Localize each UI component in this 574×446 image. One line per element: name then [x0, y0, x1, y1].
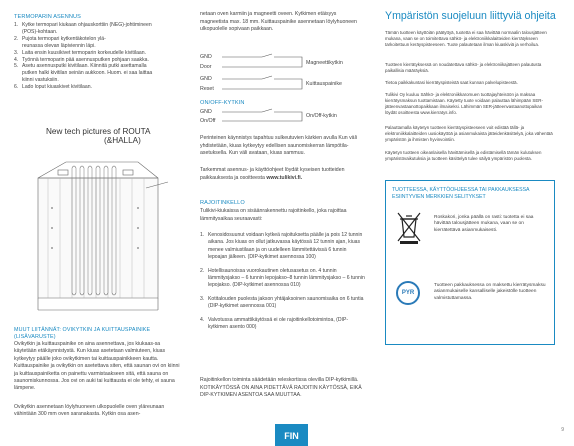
step-item: [14, 22, 180, 29]
onoff-diagram: [200, 108, 365, 128]
pyr-icon: [396, 281, 420, 305]
step-text: kiinni vastuksiin.: [22, 77, 59, 84]
section2-text: Ovikytkin ja kuittauspainike on aina asennettava, jos kiukaas-sa käytetään etäkäynnistystä. Kun kiuas asetetaan valmiuteen, kiuas kytkeytyy päälle joko ovikytkimen tai kuittauspainikkeen kautta. Kuittauspainike ja ovikytkin on asetettava siten, että saunan ovi on kiinni ja kuittauspainiketta on painettu varmistaakseen sitä, että sauna on saunomiskunnossa. Jos ovi on auki tai kuittausta ei ole tehty, ei sauna lämpene.: [14, 341, 180, 392]
symbols-box-heading: [392, 187, 530, 200]
section2-heading-line2: (LISÄVARUSTE): [14, 333, 56, 340]
step-item: [14, 43, 180, 50]
env-paragraph-1: Tämän tuotteen käyttöiän päätyttyä, tuotetta ei saa hävittää normaalin talousjätteen mukana, vaan se on toimitettava sähkö- ja elektroniikkalaitteiden kierrätykseen tarkoitettuun keräyspisteeseen. Tuote palautetaan ilman kiuaskiviä ja verhoilua.: [385, 30, 547, 47]
rajoitin-heading: RAJOITINKELLO: [200, 200, 245, 206]
symbols-box: [385, 180, 555, 345]
step-number: 6.: [14, 84, 19, 91]
step-item: [14, 63, 180, 70]
env-paragraph-3: Tietoa paikkakuntasi kierrätyspisteistä saat kunnan palvelupisteestä.: [385, 80, 518, 85]
rajoitin-item: [200, 317, 365, 332]
onoff-gnd-label: GND: [200, 109, 212, 115]
step-number: 1.: [14, 22, 19, 28]
rajoitin-text: Valvotussa ammattikäytössä ei ole rajoitinkellotoimintoa, (DIP-kytkimen asento 000): [208, 316, 349, 331]
rajoitin-item: [200, 268, 365, 290]
step-item: [14, 57, 180, 64]
step-number: 5.: [14, 63, 19, 70]
crossed-bin-icon: [396, 211, 422, 245]
step-item: [14, 29, 180, 36]
intro-text: netaan oven karmiin ja magneetti oveen. Kytkimen etäisyys magneetista max. 18 mm. Kuittauspainike asennetaan löylyhuoneen ulkopuolelle sopivaan paikkaan.: [200, 11, 357, 33]
onoff-lines: [222, 108, 312, 128]
bin-explanation: Roskakori, jonka päällä on rasti: tuotetta ei saa hävittää talousjätteen mukana, vaan se on kierrätettävä asianmukaisesti.: [434, 215, 534, 233]
step-text: Lado loput kiuaskivet kivitilaan.: [22, 84, 92, 91]
environment-title: Ympäristön suojeluun liittyviä ohjeita: [385, 10, 556, 22]
onoff-switch-label: On/Off-kytkin: [306, 113, 337, 119]
step-item: [14, 36, 180, 43]
step-number: 3.: [14, 49, 19, 56]
pyr-explanation: Tuotteen pakkauksessa on maksettu kierrätysmaksu asianmukaiselle kansalliselle jakeistölle tuotteen valmistuttamassa.: [434, 283, 546, 301]
step-text: reunassa olevan läpiviennin läpi.: [22, 42, 96, 49]
step-text: (POS)-kohtaan.: [22, 28, 58, 35]
rajoitin-item: [200, 296, 365, 311]
magnet-switch-label: Magneettikytkin: [306, 60, 343, 66]
image-note-line2: (&HALLA): [104, 135, 141, 145]
env-paragraph-4: Tulikivi Oy kuuluu Sähkö- ja elektroniikkaromuen tuottajayhteisöön ja maksaa kierrätysmaksun tuottamistaan. Käytetty tuote voidaan palauttaa lähimpään SER-jätteenvastaanottopaikkaan ilmaiseksi. Lähimmän SER-jätteenvastaanottopaikan löydät osoitteesta www.kierratys.info.: [385, 92, 543, 115]
step-item: [14, 50, 180, 57]
door-label: Door: [200, 64, 212, 70]
onoff-label: On/Off: [200, 118, 216, 124]
pyr-label: PYR: [401, 290, 415, 296]
step-item: [14, 70, 180, 77]
paragraph-1: Perinteinen käynnistys tapahtuu sulkeutuvien kärkien avulla Kun väli yhdistetään, kiuas kytkeytyy edellisen saunomiskerran lämpötila-asetuksella. Kun väli avataan, kiuas sammuu.: [200, 135, 357, 157]
env-paragraph-5: Palauttamalla käytetyn tuotteen kierrätyspisteeseen voit edistää tällä- ja elektroniikkalaitteiden uusiokäyttöä ja asianmukaista jätteidenkäsittelyä, joka vähentää ympäristön ja ihmisten hyvinvointiin.: [385, 125, 553, 142]
step-text: Asetu asennusputki kivitilaan. Kiinnitä putki asettamalla: [22, 63, 147, 70]
symbols-box-heading-line2: ESIINTYVIEN MERKKIEN SELITYKSET: [392, 193, 486, 200]
paragraph-2: [200, 167, 365, 182]
rajoitin-number: 3.: [200, 295, 205, 302]
termopari-steps: [14, 22, 180, 91]
rajoitin-number: 1.: [200, 232, 205, 238]
gnd-label-1: GND: [200, 54, 212, 60]
step-item: [14, 77, 180, 84]
step-text: Pujota termopari kytkentäkotelon ylä-: [22, 35, 106, 42]
termopari-heading: TERMOPARIN ASENNUS: [14, 14, 81, 20]
heater-illustration: [18, 148, 178, 318]
image-note-line1: New tech pictures of ROUTA: [46, 127, 151, 136]
wiring-lines: [222, 52, 312, 96]
rajoitin-text: Hotellisaunoissa vuorokautinen oletusasetus on. 4 tunnin lämmitysjakso – 6 tunnin lepojakso–8 tunnin lämmitysjakso – 6 tunnin lepojakso. (DIP-kytkimet asennossa 010): [208, 267, 365, 289]
step-text: putken halki kivitilan seinän aukkoon. Huom. ei saa laittaa: [22, 70, 153, 77]
rajoitin-list: [200, 232, 365, 337]
section2-text2: Ovikytkin asennetaan löylyhuoneen ulkopuolelle oven yläreunaan vähintään 300 mm oven saranakasta. Kytkin osa asen-: [14, 404, 165, 418]
rajoitin-text: Kotitalouden puolesta jakson yhtäjaksoinen saunomisaika on 6 tuntia (DIP-kytkimet asennossa 001): [208, 295, 364, 310]
reset-button-label: Kuittauspainike: [306, 81, 342, 87]
tulikivi-link[interactable]: www.tulikivi.fi.: [266, 174, 303, 181]
section2-heading-line1: MUUT LIITÄNNÄT: OVIKYTKIN JA KUITTAUSPAINIKE: [14, 327, 151, 333]
env-paragraph-2: Tuotteen kierrätyksessä on noudatettava sähkö- ja elektroniikajätteen palautusta paikallisia määräyksiä.: [385, 62, 542, 73]
step-number: 4.: [14, 56, 19, 63]
env-paragraph-6: Käytetyn tuotteen oikeanlaisella hävittämisellä ja edistämisellä tämän kulutuksen ympäristövaikutuksia ja tuotteen käsittelyä tulee säilyä ympäristön puolesta.: [385, 150, 542, 161]
reset-label: Reset: [200, 86, 214, 92]
step-text: Työnnä termoparin pää asennusputken pohjaan saakka.: [22, 56, 149, 63]
language-tab-fin: FIN: [275, 424, 308, 446]
rajoitin-intro: Tulikivi-kiukaissa on sisäänrakennettu rajoitinkello, joka rajoittaa lämmitysaikaa seuraavasti:: [200, 208, 347, 222]
rajoitin-footer: Rajoitinkellon toiminta säädetään releskortissa olevilla DIP-kytkimillä. KOTIKÄYTÖSSÄ ON AINA PIDETTÄVÄ RAJOITIN KÄYTÖSSÄ, EIKÄ DIP-KYTKIMEN ASENTOA SAA MUUTTAA.: [200, 377, 362, 399]
image-note: [46, 128, 151, 145]
step-text: Kytke termopari kiukaan ohjauskorttiin (NEG)-johtimineen: [22, 22, 152, 28]
step-number: 2.: [14, 35, 19, 42]
rajoitin-item: [200, 232, 365, 262]
paragraph-2-text: Tarkemmat asennus- ja käyttöohjeet löydät kyseisen tuotteiden paikkauksesta ja osoitteesta: [200, 167, 345, 181]
gnd-label-2: GND: [200, 76, 212, 82]
section2-heading: [14, 327, 150, 340]
onoff-heading: ON/OFF-KYTKIN: [200, 100, 245, 106]
wiring-diagram: [200, 52, 365, 96]
page-number: 9: [561, 427, 564, 433]
rajoitin-number: 4.: [200, 316, 205, 323]
rajoitin-number: 2.: [200, 267, 205, 274]
step-text: Laita ensin kuusikivet termoparin korkeudelle kivitilaan.: [22, 49, 147, 56]
symbols-box-heading-line1: TUOTTEESSA, KÄYTTÖOHJEESSA TAI PAKKAUKSESSA: [392, 187, 530, 193]
step-item: [14, 84, 180, 91]
rajoitin-text: Kenosidosuunut voidaan kytkeä rajoituksetta päälle ja pois 12 tunnin aikana. Jos kiuas on ollut jatkuvassa käytössä 12 tunnin ajan, kiuas menee valmiustilaan ja on uudelleen lämmitettävissä 6 tunnin lepoajan jälkeen. (DIP-kytkimet asennossa 100): [208, 232, 363, 261]
